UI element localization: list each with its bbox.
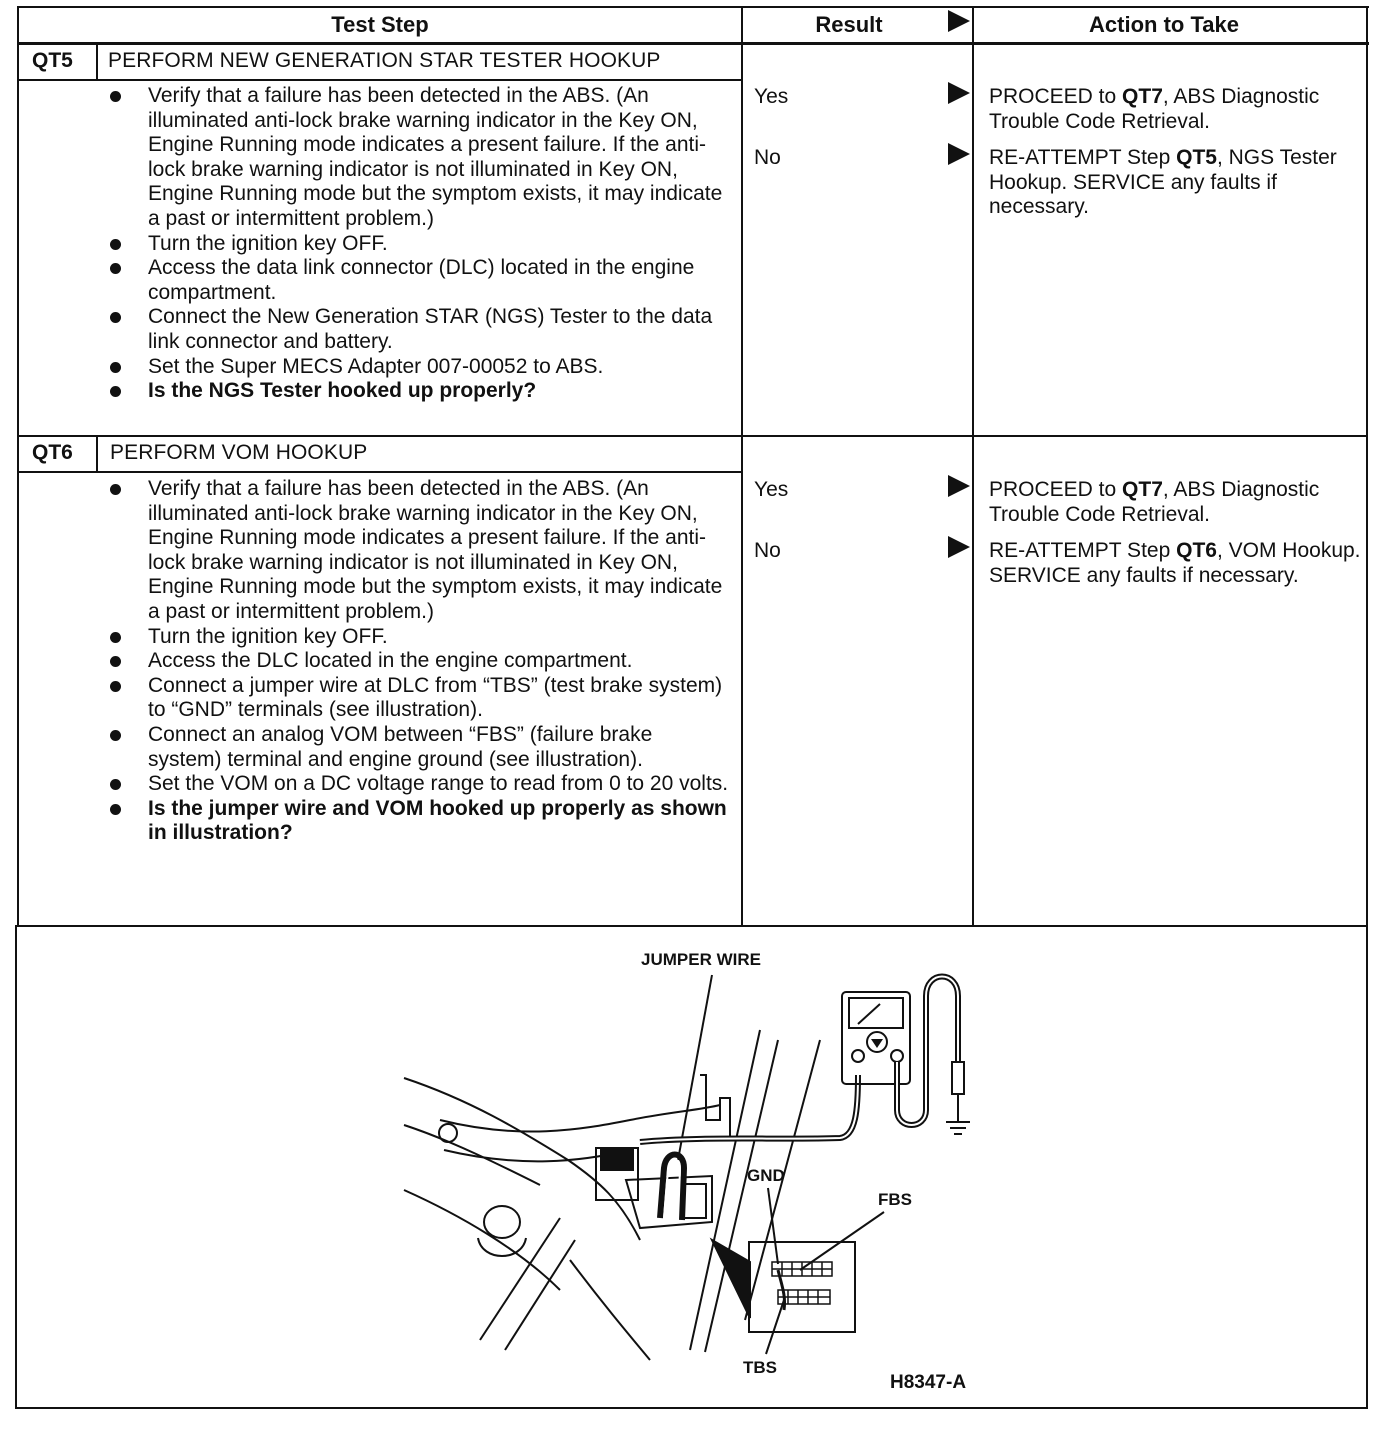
header-action: Action to Take <box>1089 12 1239 37</box>
jumper-wire-label: JUMPER WIRE <box>641 950 761 969</box>
vom-lead-main <box>640 1075 858 1142</box>
vom-negative-jack <box>891 1050 903 1062</box>
qt6-result-no: No <box>754 539 781 562</box>
jumper-wire-leader <box>678 975 712 1160</box>
ground-probe <box>952 1062 964 1094</box>
list-item: Connect an analog VOM between “FBS” (failure brake system) terminal and engine ground (see illustration). <box>108 723 730 772</box>
header-result: Result <box>815 12 883 37</box>
list-item: Verify that a failure has been detected in the ABS. (An illuminated anti-lock brake warning indicator in the Key ON, Engine Running mode indicates a present failure. If the anti-lock brake warning indicator is not illuminated in Key ON, Engine Running mode but the symptom exists, it may indicate a past or intermittent problem.) <box>108 477 730 625</box>
list-item: Connect a jumper wire at DLC from “TBS” (test brake system) to “GND” terminals (see illustration). <box>108 674 730 723</box>
tbs-leader <box>766 1300 784 1354</box>
frame-curve <box>570 1260 650 1360</box>
qt5-step-code: QT5 <box>32 49 73 72</box>
list-item: Is the jumper wire and VOM hooked up properly as shown in illustration? <box>108 797 730 846</box>
strut-knob <box>484 1206 520 1238</box>
qt6-step-code: QT6 <box>32 441 73 464</box>
vom-positive-jack <box>852 1050 864 1062</box>
list-item: Set the Super MECS Adapter 007-00052 to ABS. <box>108 355 730 380</box>
list-item: Verify that a failure has been detected in the ABS. (An illuminated anti-lock brake warning indicator in the Key ON, Engine Running mode indicates a present failure. If the anti-lock brake warning indicator is not illuminated in Key ON, Engine Running mode but the symptom exists, it may indicate a past or intermittent problem.) <box>108 84 730 232</box>
qt5-result-yes: Yes <box>754 85 789 108</box>
strut-base <box>478 1238 526 1256</box>
gnd-label: GND <box>747 1166 785 1185</box>
qt5-no-action: RE-ATTEMPT Step QT5, NGS Tester Hookup. SERVICE any faults if necessary. <box>989 146 1337 219</box>
hose-upper <box>440 1105 720 1132</box>
dlc-connector-top <box>601 1150 633 1170</box>
wheel-arch <box>404 1190 560 1290</box>
vom-lead-main-inner <box>640 1075 858 1142</box>
list-item: Set the VOM on a DC voltage range to read from 0 to 20 volts. <box>108 772 730 797</box>
qt6-yes-action: PROCEED to QT7, ABS Diagnostic Trouble Code Retrieval. <box>989 478 1320 526</box>
list-item: Access the DLC located in the engine compartment. <box>108 649 730 674</box>
qt5-yes-action: PROCEED to QT7, ABS Diagnostic Trouble Code Retrieval. <box>989 85 1320 133</box>
qt6-step-title: PERFORM VOM HOOKUP <box>110 441 368 464</box>
ground-lead <box>897 977 958 1126</box>
list-item: Is the NGS Tester hooked up properly? <box>108 379 730 404</box>
header-test-step: Test Step <box>331 12 429 37</box>
qt6-result-yes: Yes <box>754 478 789 501</box>
fbs-label: FBS <box>878 1190 912 1209</box>
jumper-loop <box>660 1155 684 1221</box>
list-item: Turn the ignition key OFF. <box>108 232 730 257</box>
frame-line-5 <box>505 1240 575 1350</box>
bolt-head <box>439 1124 457 1142</box>
list-item: Connect the New Generation STAR (NGS) Tester to the data link connector and battery. <box>108 305 730 354</box>
qt5-step-title: PERFORM NEW GENERATION STAR TESTER HOOKUP <box>108 49 661 72</box>
qt6-no-action: RE-ATTEMPT Step QT6, VOM Hookup. SERVICE any faults if necessary. <box>989 539 1361 587</box>
figure-id: H8347-A <box>890 1372 967 1393</box>
vom-needle <box>858 1004 880 1024</box>
tbs-label: TBS <box>743 1358 777 1377</box>
list-item: Access the data link connector (DLC) located in the engine compartment. <box>108 256 730 305</box>
inset-pointer <box>712 1240 750 1318</box>
list-item: Turn the ignition key OFF. <box>108 625 730 650</box>
vom-meter-face <box>849 998 903 1028</box>
qt5-result-no: No <box>754 146 781 169</box>
frame-line-2 <box>705 1040 778 1352</box>
dlc-inset-box <box>749 1242 855 1332</box>
vom-selector-pointer <box>871 1039 883 1048</box>
